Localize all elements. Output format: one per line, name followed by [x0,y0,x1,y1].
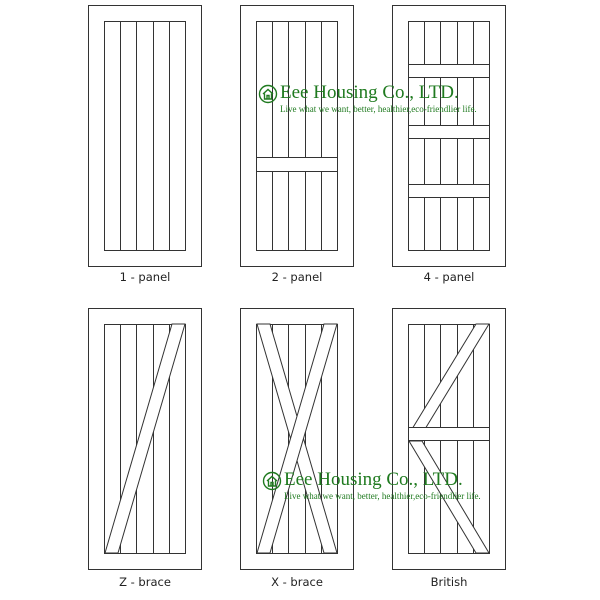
door-x-brace [240,308,354,570]
door-caption: Z - brace [119,575,171,589]
door-caption: 2 - panel [271,270,323,284]
door-british [392,308,506,570]
door-caption: 1 - panel [119,270,171,284]
watermark-company: Eee Housing Co., LTD. [284,469,463,490]
watermark-company: Eee Housing Co., LTD. [280,82,459,103]
house-logo-icon [262,471,282,491]
watermark-slogan: Live what we want, better, healthier,eco-friendlier life. [284,491,481,501]
door-2-panel [240,5,354,267]
door-z-brace [88,308,202,570]
door-caption: X - brace [271,575,323,589]
door-4-panel [392,5,506,267]
house-logo-icon [258,84,278,104]
door-caption: British [430,575,468,589]
door-caption: 4 - panel [423,270,475,284]
watermark-slogan: Live what we want, better, healthier,eco-friendlier life. [280,104,477,114]
door-1-panel [88,5,202,267]
